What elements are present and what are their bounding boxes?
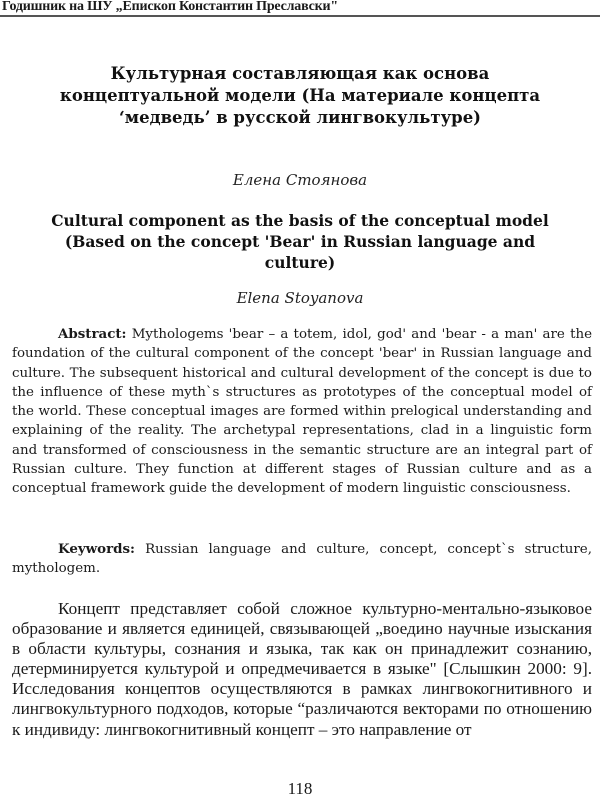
- running-header: Годишник на ШУ „Епископ Константин Преславски": [2, 0, 338, 14]
- article-title-english: Cultural component as the basis of the conceptual model (Based on the concept 'Bear' in Russian language and culture): [51, 211, 549, 272]
- article-title-russian: Культурная составляющая как основа концептуальной модели (На материале концепта ‘медведь’ в русской лингвокультуре): [59, 64, 541, 127]
- abstract-paragraph: [12, 325, 592, 499]
- author-name-english: Elena Stoyanova: [236, 289, 364, 307]
- body-paragraph: Концепт представляет собой сложное культурно-ментально-языковое образование и является единицей, связывающей „воедино научные изыскания в области культуры, сознания и языка, так как он принадлежит сознанию, детерминируется культурой и опредмечивается в языке" [Слышкин 2000: 9]. Исследования концептов осуществляются в рамках лингвокогнитивного и лингвокультурного подходов, которые “различаются векторами по отношению к индивиду: лингвокогнитивный концепт – это направление от: [12, 599, 592, 739]
- author-name-russian: Елена Стоянова: [232, 171, 368, 189]
- abstract-label: Abstract:: [58, 326, 127, 342]
- page-number: 118: [287, 779, 313, 798]
- header-rule: [0, 15, 600, 17]
- keywords-paragraph: [12, 540, 592, 579]
- keywords-label: Keywords:: [58, 541, 136, 557]
- abstract-text: Mythologems 'bear – a totem, idol, god' and 'bear - a man' are the foundation of the cultural component of the concept 'bear' in Russian language and culture. The subsequent historical and cultural development of the concept is due to the influence of these myth`s structures as prototypes of the conceptual model of the world. These conceptual images are formed within prelogical understanding and explaining of the reality. The archetypal representations, clad in a linguistic form and transformed of consciousness in the semantic structure are an integral part of Russian culture. They function at different stages of Russian culture and as a conceptual framework guide the development of modern linguistic consciousness.: [12, 327, 592, 497]
- keywords-text: Russian language and culture, concept, concept`s structure, mythologem.: [12, 542, 592, 577]
